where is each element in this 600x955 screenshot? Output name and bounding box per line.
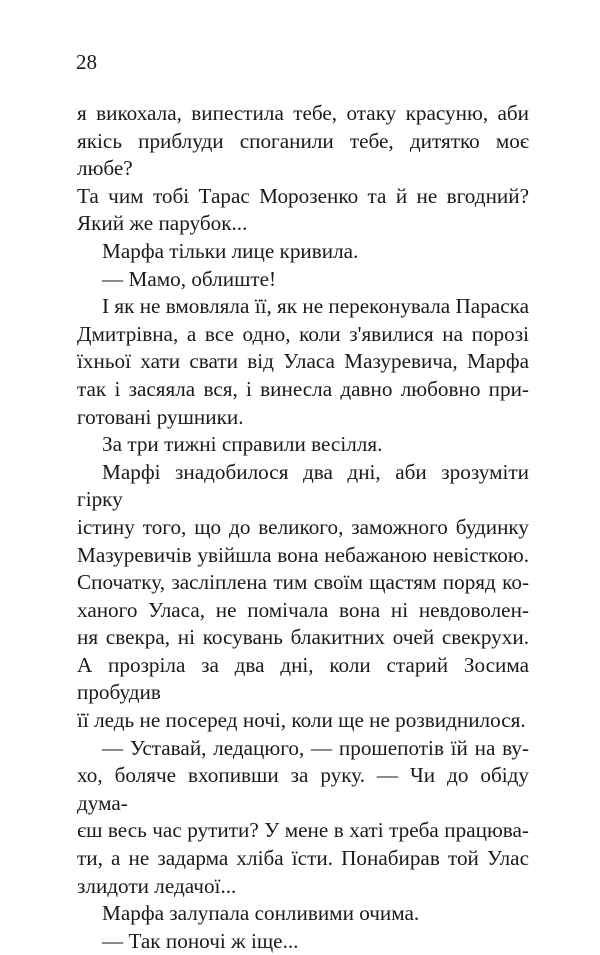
text-line: істину того, що до великого, заможного будинку: [77, 514, 529, 539]
text-line: я викохала, випестила тебе, отаку красуню, аби: [77, 101, 529, 125]
text-line: Дмитрівна, а все одно, коли з'явилися на порозі: [77, 321, 529, 346]
text-line: готовані рушники.: [77, 404, 244, 429]
text-line: злидоти ледачої...: [77, 873, 237, 898]
text-line: Мазуревичів увійшла вона небажаною невісткою.: [77, 542, 529, 567]
text-line: ня свекра, ні косувань блакитних очей свекрухи.: [77, 625, 529, 650]
text-line: Який же парубок...: [77, 211, 248, 236]
text-line: І як не вмовляла її, як не переконувала Параска: [102, 294, 529, 319]
text-line: хо, боляче вхопивши за руку. — Чи до обіду дума-: [77, 763, 529, 815]
text-line: — Мамо, облиште!: [102, 266, 277, 291]
text-line: ти, а не задарма хліба їсти. Понабирав той Улас: [77, 846, 529, 871]
text-line: Спочатку, засліплена тим своїм щастям поряд ко-: [77, 570, 529, 595]
body-text: [77, 100, 529, 955]
text-line: ханого Уласа, не помічала вона ні невдоволен-: [77, 597, 529, 622]
text-line: так і засяяла вся, і винесла давно любовно при-: [77, 376, 529, 401]
text-line: А прозріла за два дні, коли старий Зосима пробудив: [77, 652, 529, 705]
text-line: її ледь не посеред ночі, коли ще не розвиднилося.: [77, 708, 526, 733]
text-line: Марфа тільки лице кривила.: [102, 238, 359, 263]
page-number: 28: [76, 50, 97, 74]
text-line: Марфі знадобилося два дні, аби зрозуміти гірку: [77, 459, 529, 512]
text-line: — Уставай, ледацюго, — прошепотів їй на ву-: [102, 735, 529, 760]
text-line: їхньої хати свати від Уласа Мазуревича, Марфа: [77, 349, 529, 374]
text-line: єш весь час рутити? У мене в хаті треба працюва-: [77, 818, 529, 843]
text-line: — Так поночі ж іще...: [102, 928, 299, 953]
text-line: Марфа залупала сонливими очима.: [102, 901, 420, 926]
text-line: За три тижні справили весілля.: [102, 432, 383, 457]
text-line: якісь приблуди споганили тебе, дитятко моє любе?: [77, 128, 529, 181]
text-line: Та чим тобі Тарас Морозенко та й не вгодний?: [77, 183, 529, 208]
